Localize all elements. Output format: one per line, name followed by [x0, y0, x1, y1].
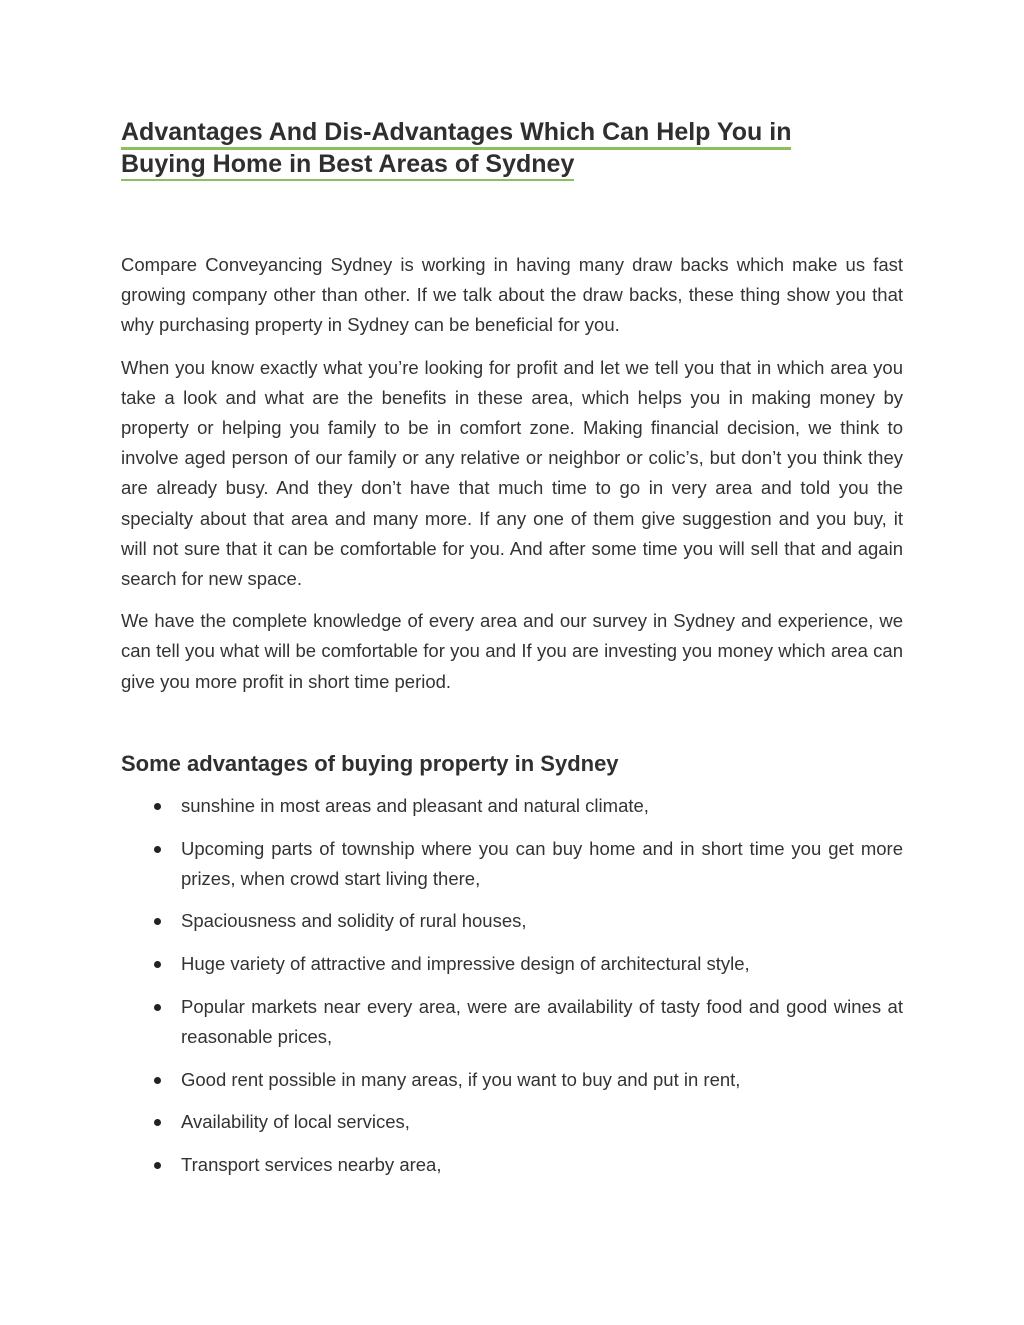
bullet-icon	[154, 918, 161, 925]
body-paragraph: We have the complete knowledge of every area and our survey in Sydney and experience, we can tell you what will be comfortable for you and If you are investing you money which area can give you more profit in short time period.	[121, 610, 903, 692]
document-title-line-1: Advantages And Dis-Advantages Which Can Help You in	[121, 118, 791, 150]
list-item	[121, 1150, 903, 1180]
list-item	[121, 906, 903, 936]
list-item-text: Upcoming parts of township where you can buy home and in short time you get more prizes, when crowd start living there,	[181, 837, 903, 889]
document-page	[121, 116, 903, 1193]
document-title-line-2: Buying Home in Best Areas of Sydney	[121, 150, 574, 181]
body-paragraph: When you know exactly what you’re looking for profit and let we tell you that in which area you take a look and what are the benefits in these area, which helps you in making money by property or helping you family to be in comfort zone. Making financial decision, we think to involve aged person of our family or any relative or neighbor or colic’s, but don’t you think they are already busy. And they don’t have that much time to go in very area and told you the specialty about that area and many more. If any one of them give suggestion and you buy, it will not sure that it can be comfortable for you. And after some time you will sell that and again search for new space.	[121, 356, 903, 590]
list-item	[121, 949, 903, 979]
list-item	[121, 834, 903, 894]
bullet-icon	[154, 803, 161, 810]
advantages-list	[121, 791, 903, 1181]
list-item-text: Spaciousness and solidity of rural houses,	[181, 910, 527, 932]
bullet-icon	[154, 1077, 161, 1084]
list-item	[121, 992, 903, 1052]
bullet-icon	[154, 1004, 161, 1011]
list-item-text: Availability of local services,	[181, 1111, 410, 1133]
list-item	[121, 791, 903, 821]
list-item-text: Good rent possible in many areas, if you want to buy and put in rent,	[181, 1068, 741, 1090]
document-title	[121, 116, 903, 180]
section-heading: Some advantages of buying property in Sydney	[121, 750, 619, 776]
list-item-text: Popular markets near every area, were are availability of tasty food and good wines at reasonable prices,	[181, 995, 903, 1048]
list-item	[121, 1107, 903, 1137]
intro-paragraph: Compare Conveyancing Sydney is working in having many draw backs which make us fast growing company other than other. If we talk about the draw backs, these thing show you that why purchasing property in Sydney can be beneficial for you.	[121, 254, 903, 336]
bullet-icon	[154, 846, 161, 853]
list-item-text: Huge variety of attractive and impressive design of architectural style,	[181, 953, 750, 975]
list-item-text: sunshine in most areas and pleasant and natural climate,	[181, 794, 649, 816]
bullet-icon	[154, 1119, 161, 1126]
list-item	[121, 1065, 903, 1095]
bullet-icon	[154, 961, 161, 968]
bullet-icon	[154, 1162, 161, 1169]
list-item-text: Transport services nearby area,	[181, 1154, 442, 1176]
